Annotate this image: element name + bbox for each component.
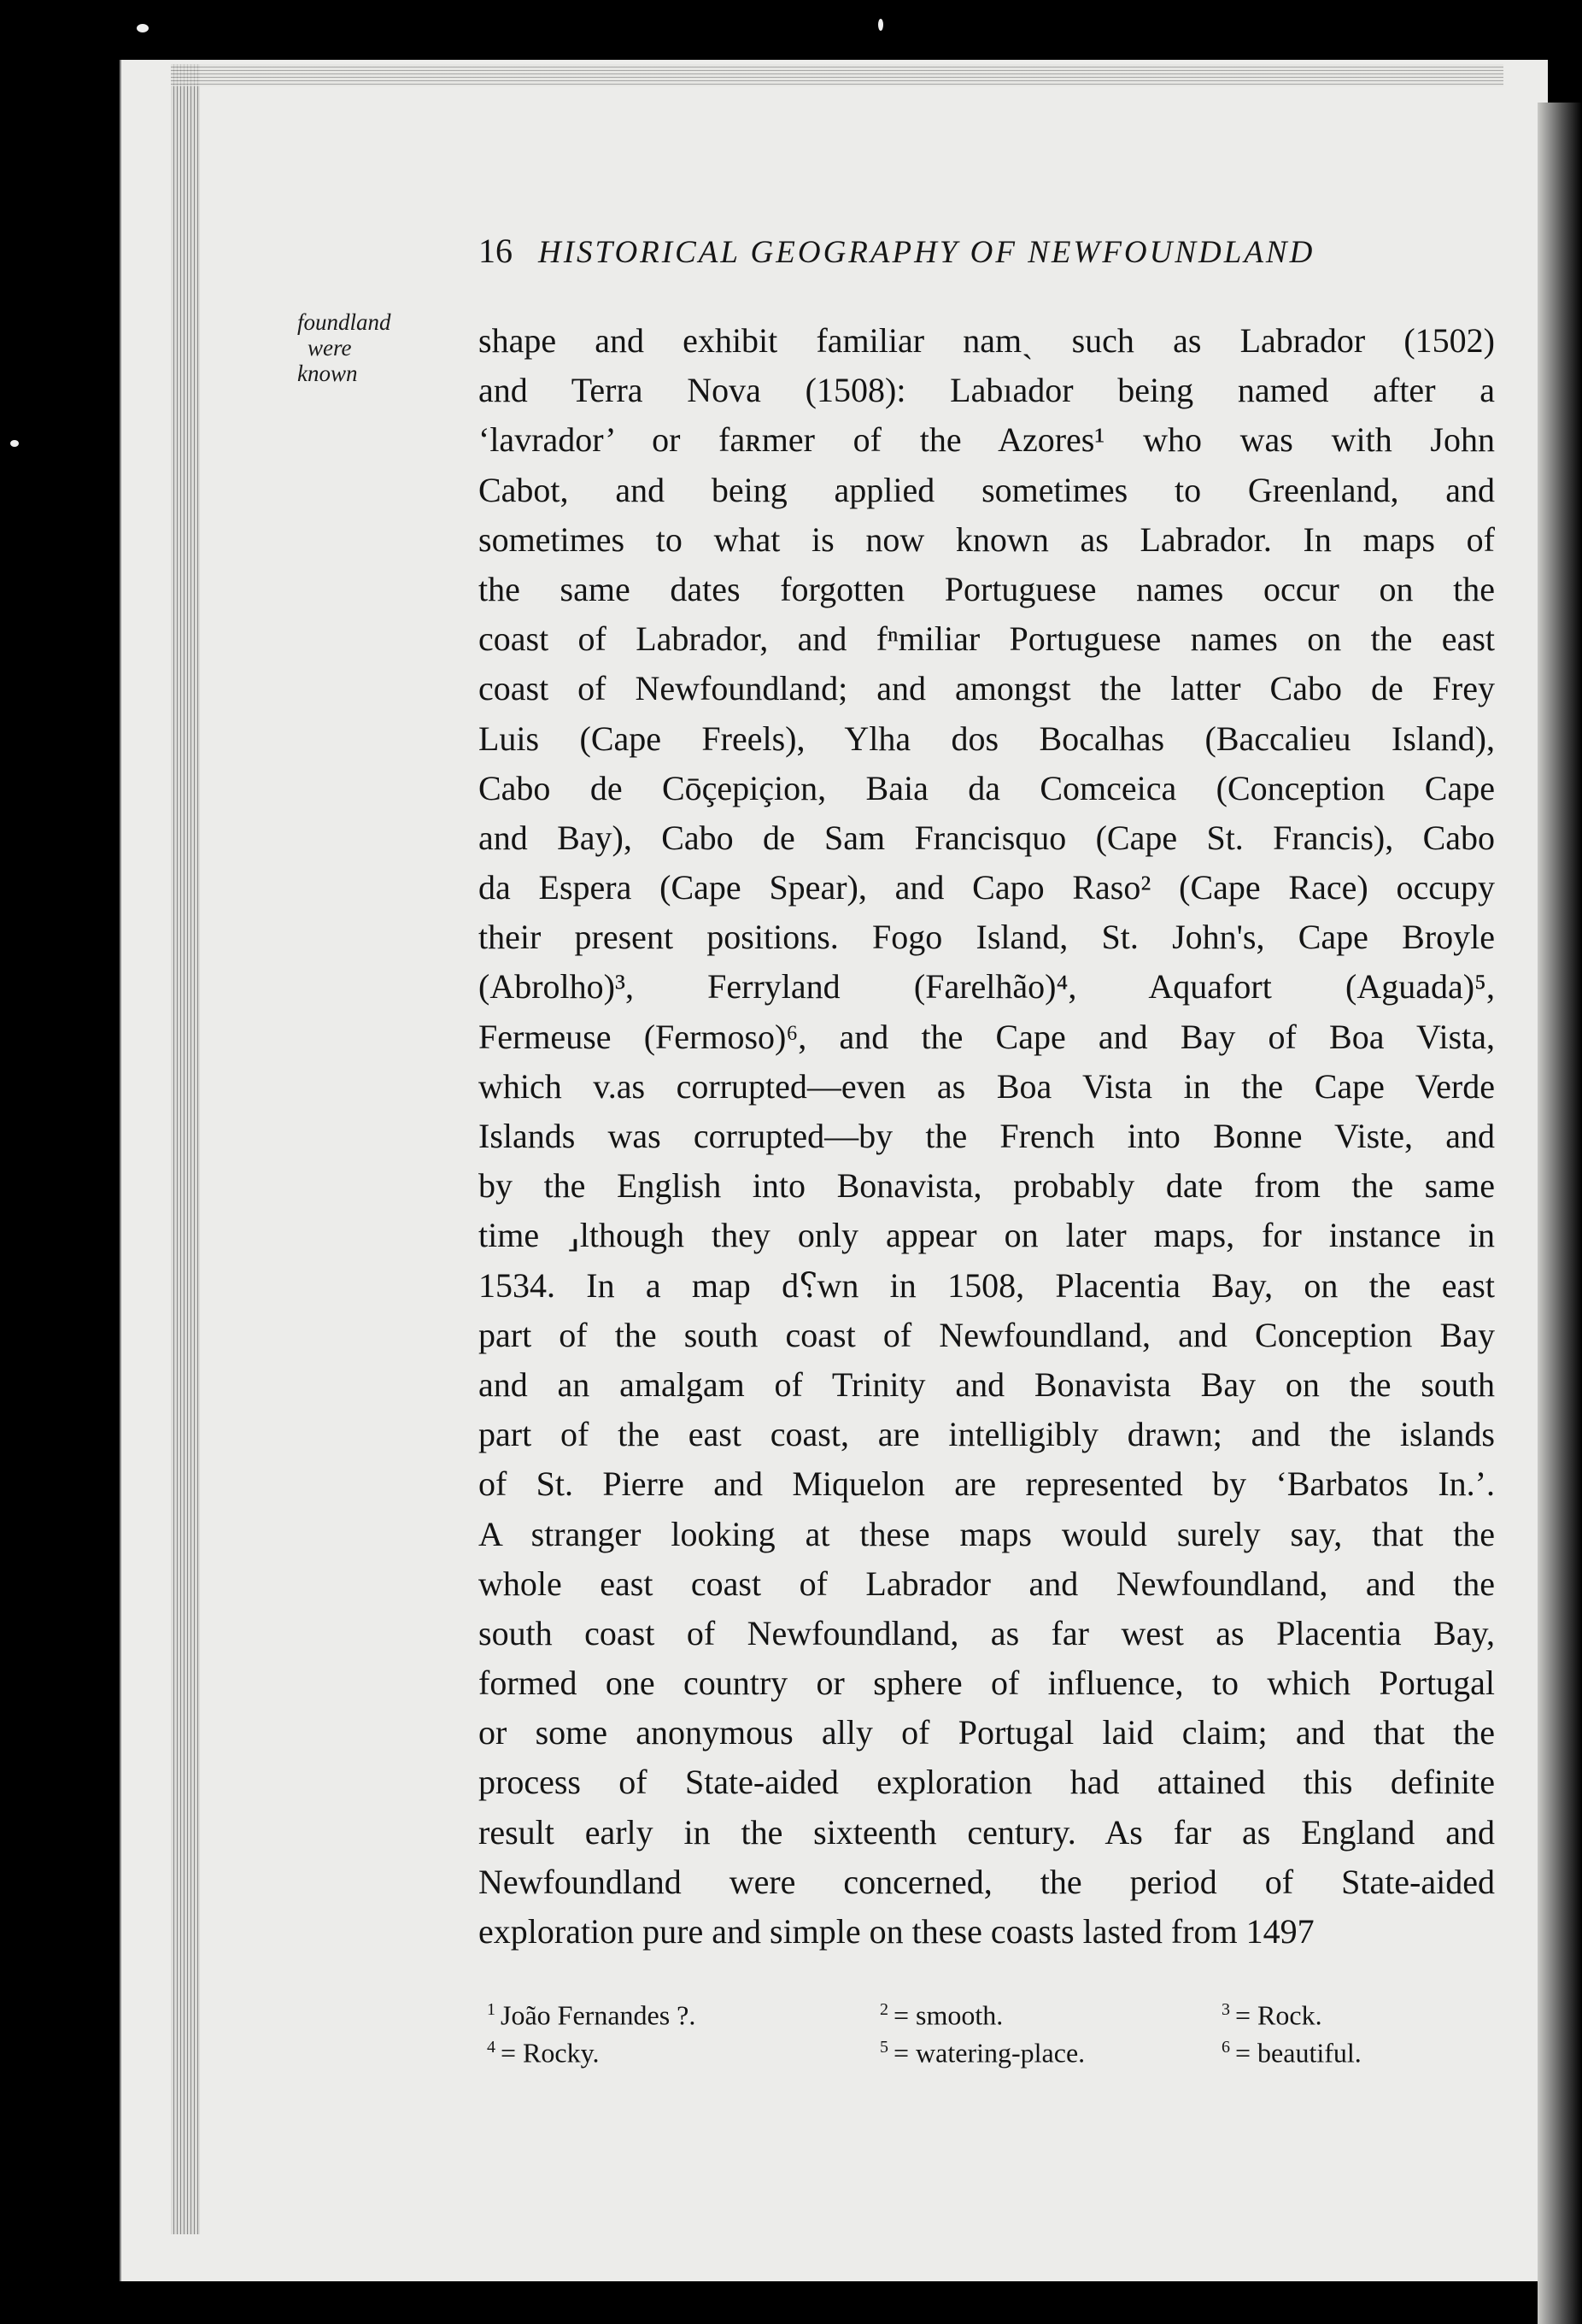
text-line: shape and exhibit familiar namˎ such as Labrador (1502) [478,321,1495,360]
footnote-text: = Rocky. [501,2037,600,2069]
margin-note [297,309,460,386]
text-line: part of the east coast, are intelligibly drawn; and the islands [478,1415,1495,1454]
text-line: Cabot, and being applied sometimes to Greenland, and [478,470,1495,509]
text-line: of St. Pierre and Miquelon are represented by ‘Barbatos In.’. [478,1464,1495,1504]
text-line: and Bay), Cabo de Sam Francisquo (Cape St. Francis), Cabo [478,818,1495,857]
text-line: the same dates forgotten Portuguese names occur on the [478,569,1495,608]
text-line: A stranger looking at these maps would surely say, that the [478,1514,1495,1553]
footnote [1222,2028,1362,2069]
margin-note-line: were [308,335,352,361]
text-line: which v.as corrupted—even as Boa Vista in the Cape Verde [478,1066,1495,1106]
page-edge-stack-top [171,64,1503,86]
footnote [487,1991,880,2031]
footnotes [487,1991,1435,2069]
text-line: Islands was corrupted—by the French into Bonne Viste, and [478,1117,1495,1155]
gutter-shadow [1538,103,1582,2324]
footnote-row [487,1991,1435,2031]
footnote-text: = beautiful. [1235,2037,1362,2069]
footnote [880,2028,1222,2069]
text-line: coast of Labrador, and fⁿmiliar Portuguese names on the east [478,619,1495,659]
text-line: or some anonymous ally of Portugal laid claim; and that the [478,1713,1495,1752]
scan-speck [137,24,149,32]
footnote-row [487,2028,1435,2069]
text-line: (Abrolho)³, Ferryland (Farelhão)⁴, Aquafort (Aguada)⁵, [478,967,1495,1006]
text-line: and an amalgam of Trinity and Bonavista Bay on the south [478,1364,1495,1404]
footnote-mark: 1 [487,2000,495,2019]
text-line: Newfoundland were concerned, the period of State-aided [478,1862,1495,1901]
footnote-mark: 6 [1222,2038,1230,2057]
text-line: whole east coast of Labrador and Newfoundland, and the [478,1564,1495,1603]
text-line: south coast of Newfoundland, as far west as Placentia Bay, [478,1613,1495,1652]
footnote [880,1991,1222,2031]
margin-note-line: foundland [297,309,391,335]
page-number: 16 [478,232,513,270]
text-line: Luis (Cape Freels), Ylha dos Bocalhas (Baccalieu Island), [478,719,1495,758]
text-line: 1534. In a map d⸮wn in 1508, Placentia Bay, on the east [478,1265,1495,1305]
text-line: ‘lavrador’ or faʀmer of the Azores¹ who was with John [478,420,1495,460]
margin-note-line: known [297,361,358,386]
text-line: by the English into Bonavista, probably date from the same [478,1166,1495,1206]
footnote-text: = watering-place. [894,2037,1086,2069]
text-line: coast of Newfoundland; and amongst the latter Cabo de Frey [478,669,1495,708]
footnote-mark: 2 [880,2000,888,2019]
footnote-text: = smooth. [894,1999,1004,2031]
footnote [1222,1991,1322,2031]
body-text [478,316,1495,1957]
scan-speck [10,440,19,447]
text-line: their present positions. Fogo Island, St. John's, Cape Broyle [478,918,1495,957]
text-line: Cabo de Cōçepiçion, Baia da Comceica (Conception Cape [478,768,1495,807]
text-line: formed one country or sphere of influence, to which Portugal [478,1664,1495,1703]
text-line: process of State-aided exploration had attained this definite [478,1763,1495,1802]
scan-speck [878,19,883,31]
footnote [487,2028,880,2069]
footnote-text: = Rock. [1235,1999,1322,2031]
footnote-mark: 5 [880,2038,888,2057]
text-line: and Terra Nova (1508): Labıador being named after a [478,371,1495,410]
running-title: HISTORICAL GEOGRAPHY OF NEWFOUNDLAND [538,235,1315,270]
page-edge-stack [171,64,200,2234]
text-line: sometimes to what is now known as Labrador. In maps of [478,519,1495,559]
text-line: da Espera (Cape Spear), and Capo Raso² (Cape Race) occupy [478,868,1495,907]
text-line: time ⸥lthough they only appear on later maps, for instance in [478,1216,1495,1255]
footnote-mark: 4 [487,2038,495,2057]
text-line: exploration pure and simple on these coasts lasted from 1497 [478,1912,1315,1951]
running-header [478,231,1478,282]
text-line: Fermeuse (Fermoso)⁶, and the Cape and Bay of Boa Vista, [478,1017,1495,1056]
footnote-mark: 3 [1222,2000,1230,2019]
text-line: result early in the sixteenth century. As far as England and [478,1812,1495,1852]
text-line: part of the south coast of Newfoundland, and Conception Bay [478,1315,1495,1354]
footnote-text: João Fernandes ?. [501,1999,696,2031]
